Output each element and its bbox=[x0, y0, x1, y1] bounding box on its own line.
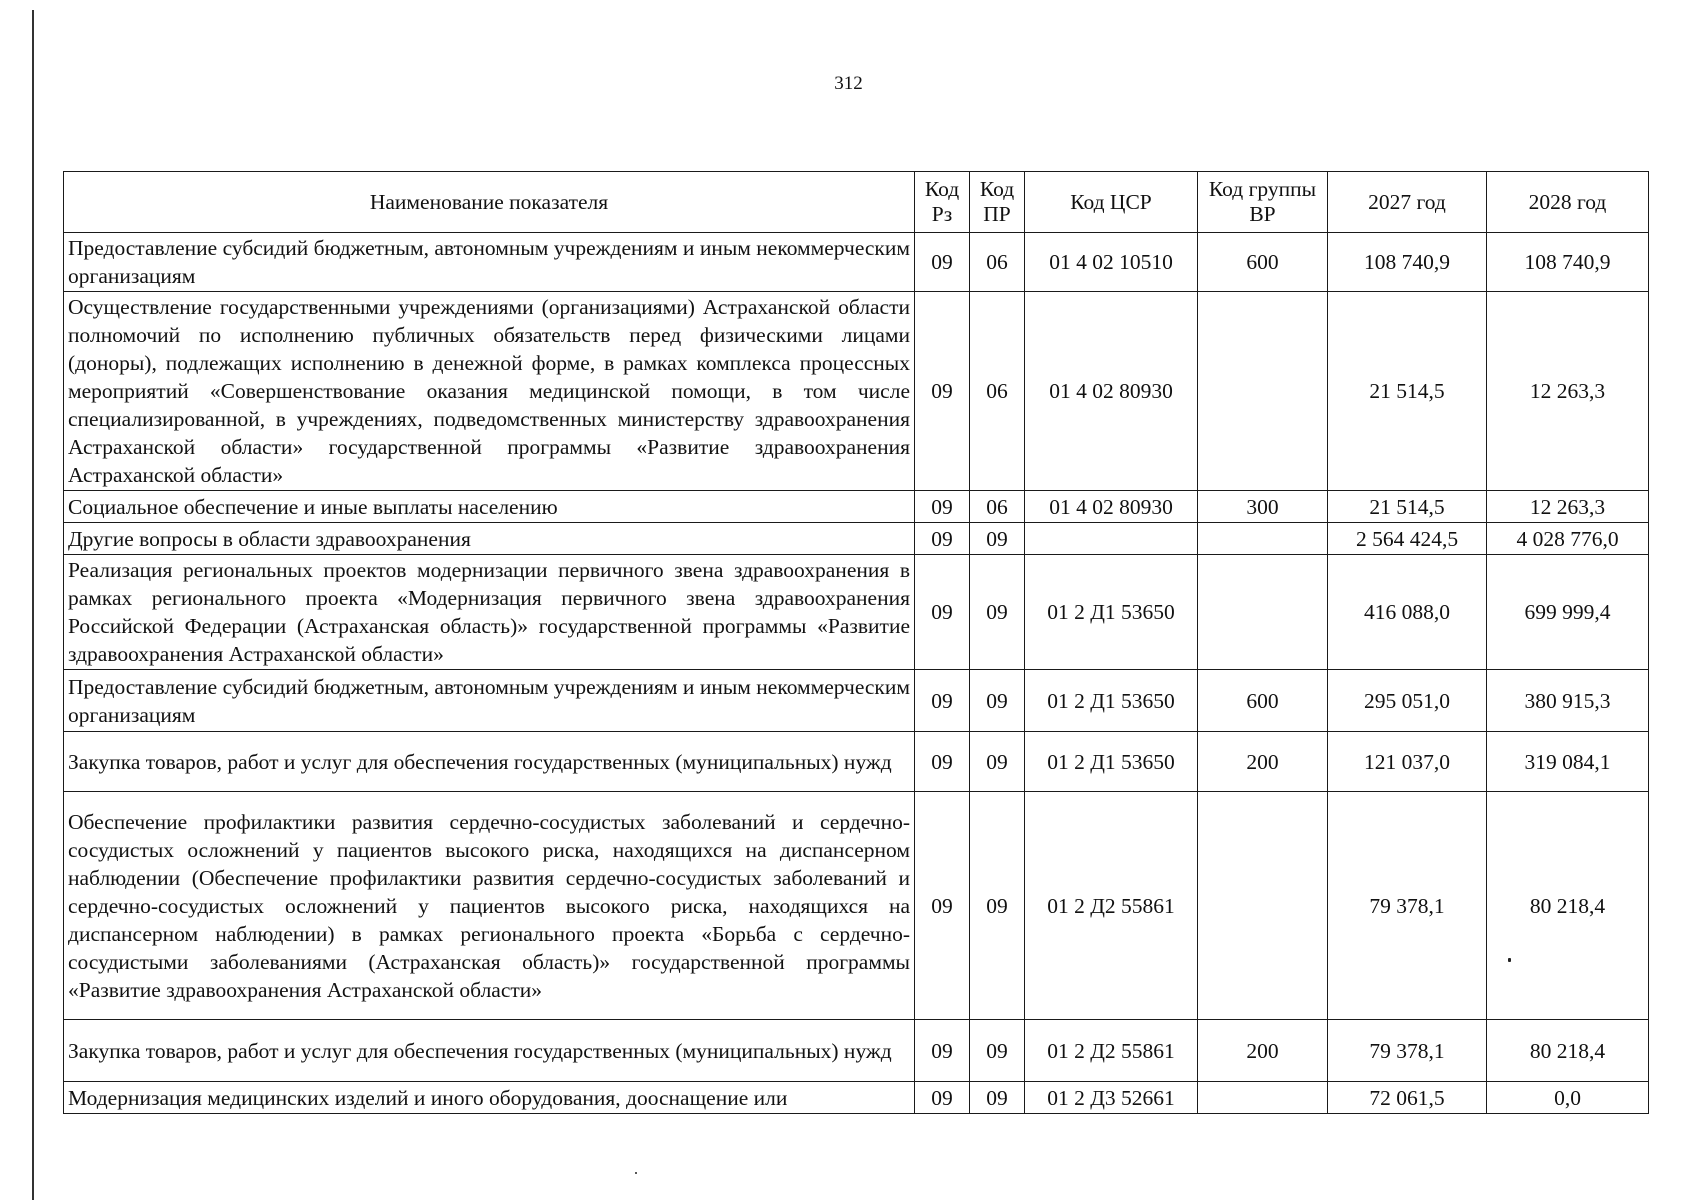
row-2027: 79 378,1 bbox=[1328, 792, 1487, 1020]
row-name: Социальное обеспечение и иные выплаты населению bbox=[64, 491, 915, 523]
row-2027: 2 564 424,5 bbox=[1328, 523, 1487, 555]
row-2027: 21 514,5 bbox=[1328, 292, 1487, 491]
row-rz: 09 bbox=[915, 523, 970, 555]
row-2028: 80 218,4 bbox=[1487, 792, 1649, 1020]
header-2027: 2027 год bbox=[1328, 172, 1487, 233]
scan-edge-line bbox=[32, 10, 34, 1200]
row-csr: 01 2 Д1 53650 bbox=[1025, 670, 1198, 732]
row-vr bbox=[1198, 555, 1328, 670]
row-vr bbox=[1198, 292, 1328, 491]
row-rz: 09 bbox=[915, 491, 970, 523]
table-row bbox=[64, 523, 1649, 555]
row-2027: 416 088,0 bbox=[1328, 555, 1487, 670]
header-name: Наименование показателя bbox=[64, 172, 915, 233]
row-rz: 09 bbox=[915, 233, 970, 292]
row-vr: 600 bbox=[1198, 670, 1328, 732]
row-name: Обеспечение профилактики развития сердечно-сосудистых заболеваний и сердечно-сосудистых осложнений у пациентов высокого риска, находящихся на диспансерном наблюдении (Обеспечение профилактики развития сердечно-сосудистых заболеваний и сердечно-сосудистых осложнений у пациентов высокого риска, находящихся на диспансерном наблюдении) в рамках регионального проекта «Борьба с сердечно-сосудистыми заболеваниями (Астраханская область)» государственной программы «Развитие здравоохранения Астраханской области» bbox=[64, 792, 915, 1020]
row-2028: 319 084,1 bbox=[1487, 732, 1649, 792]
table-row bbox=[64, 491, 1649, 523]
row-2027: 295 051,0 bbox=[1328, 670, 1487, 732]
row-2027: 108 740,9 bbox=[1328, 233, 1487, 292]
row-rz: 09 bbox=[915, 1020, 970, 1082]
row-pr: 09 bbox=[970, 555, 1025, 670]
header-csr: Код ЦСР bbox=[1025, 172, 1198, 233]
row-csr: 01 2 Д2 55861 bbox=[1025, 792, 1198, 1020]
row-pr: 09 bbox=[970, 1082, 1025, 1114]
row-2027: 121 037,0 bbox=[1328, 732, 1487, 792]
row-csr: 01 2 Д1 53650 bbox=[1025, 555, 1198, 670]
row-2027: 79 378,1 bbox=[1328, 1020, 1487, 1082]
row-csr bbox=[1025, 523, 1198, 555]
table-row bbox=[64, 233, 1649, 292]
row-csr: 01 4 02 80930 bbox=[1025, 491, 1198, 523]
row-vr bbox=[1198, 1082, 1328, 1114]
table-row bbox=[64, 1020, 1649, 1082]
row-name: Закупка товаров, работ и услуг для обеспечения государственных (муниципальных) нужд bbox=[64, 1020, 915, 1082]
row-name: Предоставление субсидий бюджетным, автономным учреждениям и иным некоммерческим организациям bbox=[64, 233, 915, 292]
row-name: Предоставление субсидий бюджетным, автономным учреждениям и иным некоммерческим организациям bbox=[64, 670, 915, 732]
row-2028: 80 218,4 bbox=[1487, 1020, 1649, 1082]
header-row bbox=[64, 172, 1649, 233]
table-row bbox=[64, 670, 1649, 732]
table-row bbox=[64, 732, 1649, 792]
row-csr: 01 2 Д1 53650 bbox=[1025, 732, 1198, 792]
row-pr: 09 bbox=[970, 732, 1025, 792]
row-2028: 380 915,3 bbox=[1487, 670, 1649, 732]
table-header bbox=[64, 172, 1649, 233]
table-row bbox=[64, 292, 1649, 491]
row-name: Осуществление государственными учреждениями (организациями) Астраханской области полномочий по исполнению публичных обязательств перед физическими лицами (доноры), подлежащих исполнению в денежной форме, в рамках комплекса процессных мероприятий «Совершенствование оказания медицинской помощи, в том числе специализированной, в учреждениях, подведомственных министерству здравоохранения Астраханской области» государственной программы «Развитие здравоохранения Астраханской области» bbox=[64, 292, 915, 491]
row-name: Модернизация медицинских изделий и иного оборудования, дооснащение или bbox=[64, 1082, 915, 1114]
row-rz: 09 bbox=[915, 292, 970, 491]
scan-speck bbox=[635, 1172, 637, 1174]
row-csr: 01 2 Д2 55861 bbox=[1025, 1020, 1198, 1082]
row-csr: 01 4 02 10510 bbox=[1025, 233, 1198, 292]
row-2027: 21 514,5 bbox=[1328, 491, 1487, 523]
table-row bbox=[64, 792, 1649, 1020]
row-rz: 09 bbox=[915, 1082, 970, 1114]
row-csr: 01 4 02 80930 bbox=[1025, 292, 1198, 491]
page-number: 312 bbox=[834, 73, 863, 94]
header-rz: Код Рз bbox=[915, 172, 970, 233]
row-rz: 09 bbox=[915, 792, 970, 1020]
row-2028: 699 999,4 bbox=[1487, 555, 1649, 670]
row-pr: 06 bbox=[970, 491, 1025, 523]
row-pr: 09 bbox=[970, 1020, 1025, 1082]
scan-speck bbox=[1508, 958, 1511, 962]
row-name: Закупка товаров, работ и услуг для обеспечения государственных (муниципальных) нужд bbox=[64, 732, 915, 792]
row-pr: 06 bbox=[970, 233, 1025, 292]
row-vr bbox=[1198, 792, 1328, 1020]
row-name: Реализация региональных проектов модернизации первичного звена здравоохранения в рамках регионального проекта «Модернизация первичного звена здравоохранения Российской Федерации (Астраханская область)» государственной программы «Развитие здравоохранения Астраханской области» bbox=[64, 555, 915, 670]
row-2028: 4 028 776,0 bbox=[1487, 523, 1649, 555]
row-pr: 09 bbox=[970, 670, 1025, 732]
row-pr: 09 bbox=[970, 523, 1025, 555]
row-rz: 09 bbox=[915, 555, 970, 670]
row-rz: 09 bbox=[915, 670, 970, 732]
row-2028: 0,0 bbox=[1487, 1082, 1649, 1114]
row-pr: 06 bbox=[970, 292, 1025, 491]
table-body bbox=[64, 233, 1649, 1114]
row-vr: 300 bbox=[1198, 491, 1328, 523]
row-2027: 72 061,5 bbox=[1328, 1082, 1487, 1114]
row-vr: 200 bbox=[1198, 732, 1328, 792]
row-pr: 09 bbox=[970, 792, 1025, 1020]
row-vr bbox=[1198, 523, 1328, 555]
row-2028: 12 263,3 bbox=[1487, 292, 1649, 491]
row-vr: 600 bbox=[1198, 233, 1328, 292]
row-2028: 108 740,9 bbox=[1487, 233, 1649, 292]
table-row bbox=[64, 1082, 1649, 1114]
header-vr: Код группы ВР bbox=[1198, 172, 1328, 233]
row-name: Другие вопросы в области здравоохранения bbox=[64, 523, 915, 555]
row-vr: 200 bbox=[1198, 1020, 1328, 1082]
row-csr: 01 2 Д3 52661 bbox=[1025, 1082, 1198, 1114]
budget-table bbox=[63, 171, 1649, 1114]
row-2028: 12 263,3 bbox=[1487, 491, 1649, 523]
header-2028: 2028 год bbox=[1487, 172, 1649, 233]
row-rz: 09 bbox=[915, 732, 970, 792]
table-row bbox=[64, 555, 1649, 670]
header-pr: Код ПР bbox=[970, 172, 1025, 233]
